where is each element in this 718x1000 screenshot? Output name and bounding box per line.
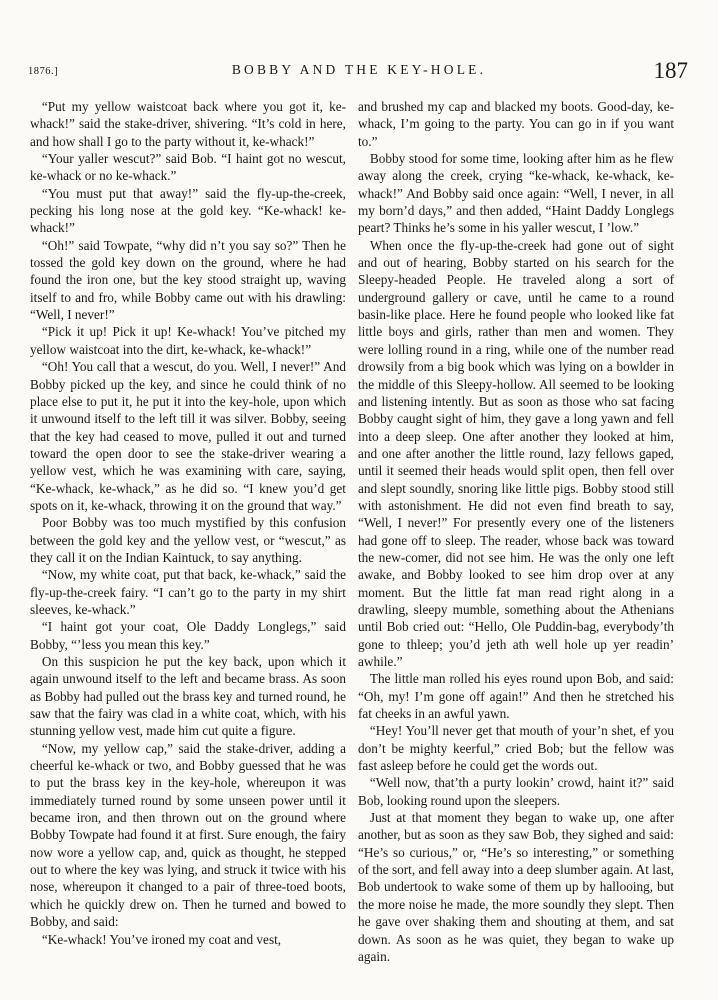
paragraph: “You must put that away!” said the fly-up-the-creek, pecking his long nose at the gold key. “Ke-whack! ke-whack!”	[30, 185, 346, 236]
issue-date: 1876.]	[28, 66, 59, 77]
paragraph: On this suspicion he put the key back, upon which it again unwound itself to the left and became brass. As soon as Bobby had pulled out the brass key and turned round, he saw that the fairy was clad in a white coat, which, with his stunning yellow vest, made him cut quite a figure.	[30, 654, 346, 739]
paragraph: Just at that moment they began to wake up, one after another, but as soon as they saw Bob, they sighed and said: “He’s so curious,” or, “He’s so interesting,” or something of the sort, and fell away into a deep slumber again. At last, Bob undertook to wake some of them up by hallooing, but the more noise he made, the more soundly they slept. Then he gave over shaking them and shouting at them, and sat down. As soon as he was quiet, they began to wake up again.	[358, 810, 674, 964]
paragraph: “Now, my white coat, put that back, ke-whack,” said the fly-up-the-creek fairy. “I can’t go to the party in my shirt sleeves, ke-whack.”	[30, 567, 346, 617]
paragraph: Poor Bobby was too much mystified by this confusion between the gold key and the yellow vest, or “wescut,” as they call it on the Indian Kaintuck, to say anything.	[30, 515, 346, 565]
right-column	[358, 98, 674, 965]
left-column	[30, 98, 346, 948]
paragraph: “Oh! You call that a wescut, do you. Well, I never!” And Bobby picked up the key, and since he could think of no place else to put it, he put it into the key-hole, upon which it unwound itself to the left till it was silver. Bobby, seeing that the key had ceased to move, pulled it out and turned toward the open door to see the stake-driver wearing a yellow vest, which he was examining with care, saying, “Ke-whack, ke-whack,” as he did so. “I knew you’d get spots on it, ke-whack, throwing it on the ground that way.”	[30, 359, 346, 513]
paragraph: and brushed my cap and blacked my boots. Good-day, ke-whack, I’m going to the party. You can go in if you want to.”	[358, 99, 674, 149]
paragraph: “Pick it up! Pick it up! Ke-whack! You’ve pitched my yellow waistcoat into the dirt, ke-whack, ke-whack!”	[30, 324, 346, 357]
paragraph: When once the fly-up-the-creek had gone out of sight and out of hearing, Bobby started on his search for the Sleepy-headed People. He traveled along a sort of underground gallery or cave, until he came to a round basin-like place. Here he found people who looked like fat little boys and girls, rather than men and women. They were lolling round in a ring, while one of the number read drowsily from a big book which was lying on a bowlder in the middle of this Sleepy-hollow. All seemed to be looking and listening intently. But as soon as those who sat facing Bobby caught sight of him, they gave a long yawn and fell into a deep sleep. One after another they looked at him, and one after another the little round, lazy fellows gaped, until it seemed their heads would split open, then fell over and slept soundly, snoring like little pigs. Bobby stood still with astonishment. He did not even find breath to say, “Well, I never!” For presently every one of the listeners had gone off to sleep. The reader, whose back was toward the new-comer, did not see him. He was the only one left awake, and Bobby looked to see him drop over at any moment. But the little fat man read right along in a drawling, sleepy mumble, something about the Athenians until Bob cried out: “Hello, Ole Puddin-bag, everybody’th gone to thleep; you’d jeth ath well hole up yer readin’ awhile.”	[358, 237, 674, 669]
paragraph: “I haint got your coat, Ole Daddy Longlegs,” said Bobby, “’less you mean this key.”	[30, 619, 346, 652]
paragraph: “Ke-whack! You’ve ironed my coat and vest,	[41, 931, 282, 947]
paragraph: “Put my yellow waistcoat back where you got it, ke-whack!” said the stake-driver, shivering. “It’s cold in here, and how shall I go to the party without it, ke-whack!”	[30, 99, 346, 149]
paragraph: “Your yaller wescut?” said Bob. “I haint got no wescut, ke-whack or no ke-whack.”	[30, 151, 346, 184]
paragraph: “Well now, that’th a purty lookin’ crowd, haint it?” said Bob, looking round upon the sleepers.	[358, 775, 674, 808]
paragraph: Bobby stood for some time, looking after him as he flew away along the creek, crying “ke-whack, ke-whack, ke-whack!” And Bobby said once again: “Well, I never, in all my born’d days,” and then added, “Haint Daddy Longlegs peart? Thinks he’s some in his yaller wescut, I ’low.”	[358, 151, 674, 236]
paragraph: “Hey! You’ll never get that mouth of your’n shet, ef you don’t be mighty keerful,” cried Bob; but the fellow was fast asleep before he could get the words out.	[358, 723, 674, 774]
page-number: 187	[653, 58, 688, 83]
paragraph: “Now, my yellow cap,” said the stake-driver, adding a cheerful ke-whack or two, and Bobby guessed that he was to put the brass key in the key-hole, whereupon it was immediately turned round by some unseen power until it became iron, and then thrown out on the ground where Bobby Towpate had found it at first. Sure enough, the fairy now wore a yellow cap, and, quick as thought, he stepped out to where the key was lying, and struck it twice with his nose, whereupon it changed to a pair of three-toed boots, which he quickly drew on. Then he turned and bowed to Bobby, and said:	[30, 740, 346, 930]
paragraph: The little man rolled his eyes round upon Bob, and said: “Oh, my! I’m gone off again!” And then he stretched his fat cheeks in an awful yawn.	[358, 671, 674, 722]
running-title: BOBBY AND THE KEY-HOLE.	[231, 62, 487, 77]
running-head	[0, 58, 718, 86]
paragraph: “Oh!” said Towpate, “why did n’t you say so?” Then he tossed the gold key down on the ground, where he had found the iron one, but the key stood straight up, waving itself to and fro, while Bobby came out with his drawling: “Well, I never!”	[30, 237, 346, 323]
